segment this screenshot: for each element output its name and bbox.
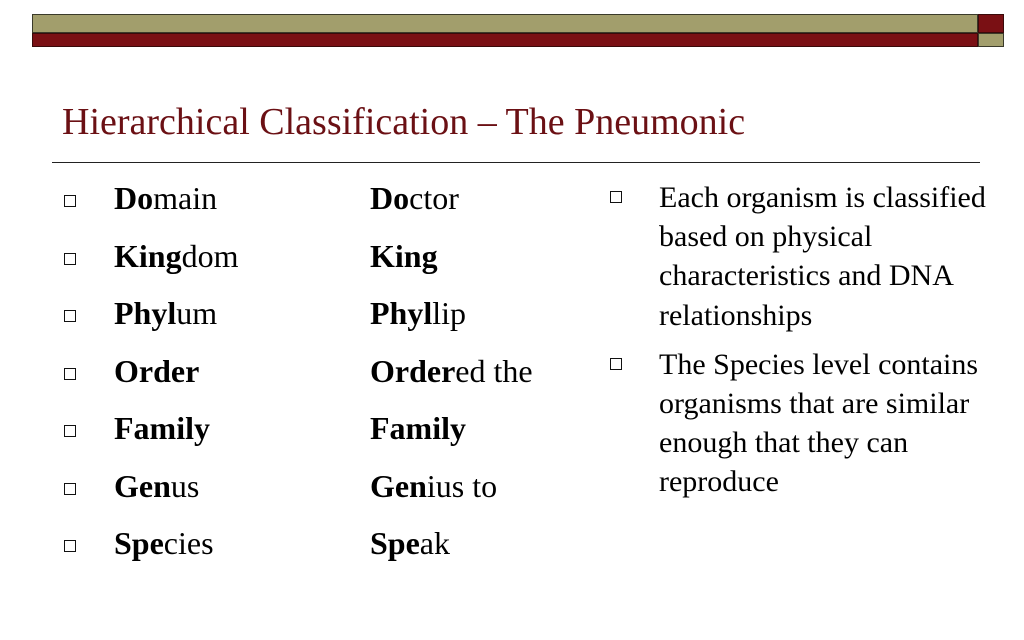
list-item	[64, 468, 314, 526]
level-bold: Order	[114, 352, 200, 389]
mnemonic-rest: ctor	[409, 180, 459, 216]
note-text: The Species level contains organisms that are similar enough that they can reproduce	[659, 347, 979, 499]
list-item	[64, 525, 314, 583]
mnemonic-bold: Gen	[370, 467, 427, 504]
list-item	[64, 353, 314, 411]
mnemonic-bold: Do	[370, 180, 410, 216]
header-bar-olive	[32, 14, 978, 33]
level-term	[114, 295, 217, 332]
level-rest: us	[170, 467, 200, 504]
mnemonic-bold: King	[370, 237, 438, 274]
hollow-square-bullet-icon	[64, 368, 76, 380]
hollow-square-bullet-icon	[64, 483, 76, 495]
header-bar-maroon	[32, 33, 978, 47]
level-term	[114, 353, 199, 390]
mnemonic-item	[370, 410, 600, 468]
hollow-square-bullet-icon	[64, 253, 76, 265]
hollow-square-bullet-icon	[610, 191, 622, 203]
level-bold: King	[114, 237, 182, 274]
hollow-square-bullet-icon	[64, 540, 76, 552]
level-term	[114, 238, 238, 275]
hollow-square-bullet-icon	[610, 358, 622, 370]
level-term	[114, 468, 199, 505]
level-rest: um	[176, 295, 218, 331]
hollow-square-bullet-icon	[64, 425, 76, 437]
mnemonic-item	[370, 525, 600, 583]
mnemonic-rest: ak	[419, 525, 450, 561]
list-item	[64, 410, 314, 468]
level-bold: Family	[114, 410, 210, 446]
level-bold: Gen	[114, 467, 171, 504]
mnemonic-item	[370, 468, 600, 526]
header-square-maroon	[978, 14, 1004, 33]
mnemonic-rest: ed the	[455, 352, 533, 389]
note-item	[610, 345, 990, 502]
level-bold: Spe	[114, 525, 164, 561]
note-text: Each organism is classified based on physical characteristics and DNA relationships	[659, 181, 986, 332]
mnemonic-item	[370, 238, 600, 296]
list-item	[64, 180, 314, 238]
notes-list	[610, 178, 990, 512]
slide-title: Hierarchical Classification – The Pneumonic	[62, 101, 746, 143]
list-item	[64, 238, 314, 296]
mnemonic-item	[370, 295, 600, 353]
mnemonic-item	[370, 180, 600, 238]
list-item	[64, 295, 314, 353]
mnemonic-list	[370, 180, 600, 583]
hollow-square-bullet-icon	[64, 310, 76, 322]
mnemonic-bold: Order	[370, 352, 456, 389]
level-bold: Do	[114, 180, 154, 216]
hollow-square-bullet-icon	[64, 195, 76, 207]
level-rest: cies	[163, 525, 214, 561]
level-rest: main	[153, 180, 218, 216]
level-term	[114, 180, 217, 217]
level-term	[114, 410, 210, 447]
title-divider	[52, 162, 980, 163]
taxonomy-levels-list	[64, 180, 314, 583]
mnemonic-rest: ius to	[426, 467, 498, 504]
mnemonic-rest: lip	[432, 295, 467, 331]
mnemonic-bold: Family	[370, 410, 466, 446]
header-square-olive	[978, 33, 1004, 47]
level-rest: dom	[181, 237, 239, 274]
mnemonic-item	[370, 353, 600, 411]
note-item	[610, 178, 990, 335]
level-term	[114, 525, 214, 562]
mnemonic-bold: Phyl	[370, 295, 433, 331]
level-bold: Phyl	[114, 295, 177, 331]
mnemonic-bold: Spe	[370, 525, 420, 561]
